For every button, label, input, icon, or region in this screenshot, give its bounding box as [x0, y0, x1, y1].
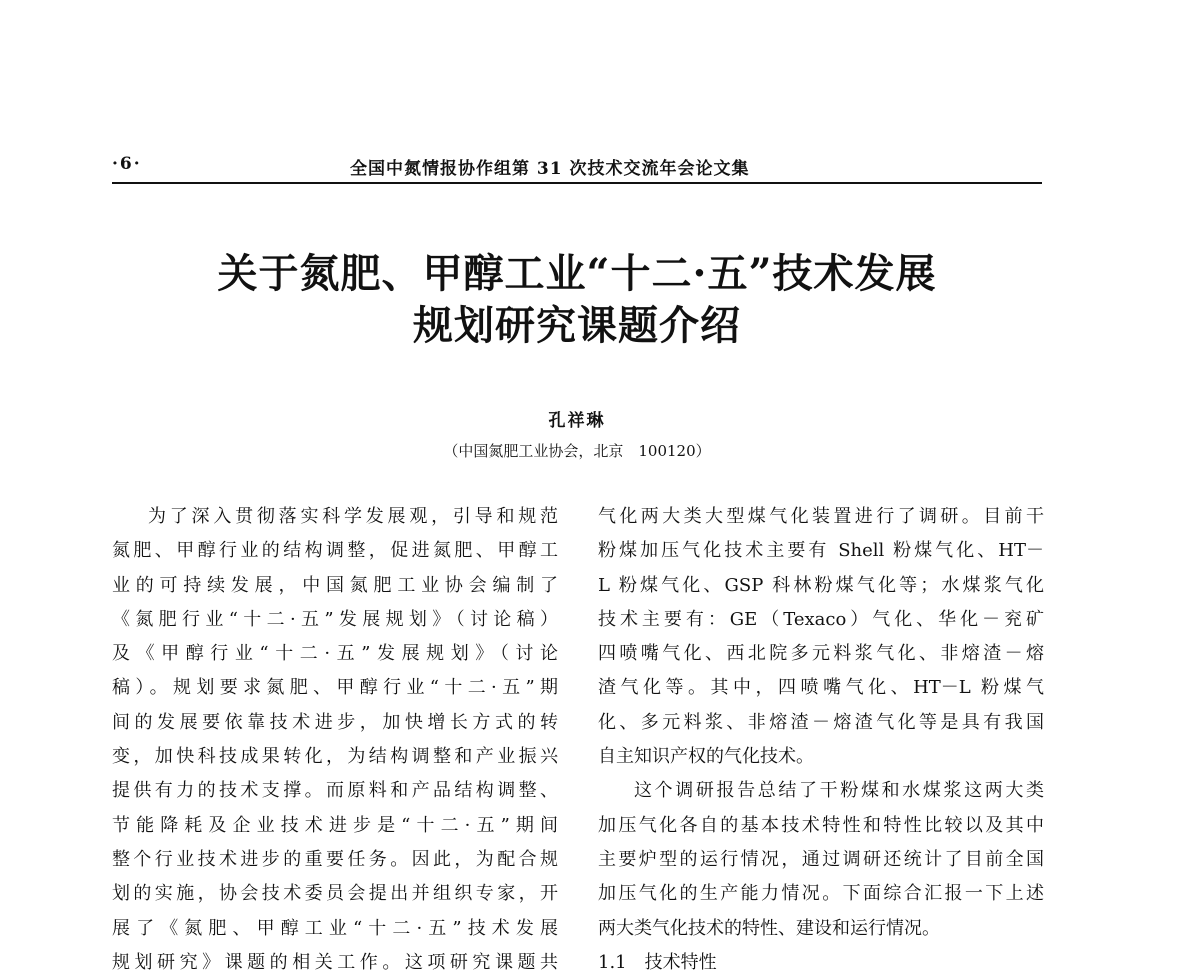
left-line: 节能降耗及企业技术进步是“十二·五”期间 — [112, 814, 558, 836]
left-line: 整个行业技术进步的重要任务。因此，为配合规 — [112, 848, 558, 870]
right-line: 四喷嘴气化、西北院多元料浆气化、非熔渣－熔 — [598, 643, 1044, 665]
right-line: 气化两大类大型煤气化装置进行了调研。目前干 — [598, 506, 1044, 527]
proceedings-title: 全国中氮情报协作组第 31 次技术交流年会论文集 — [350, 159, 750, 179]
left-line: 氮肥、甲醇行业的结构调整，促进氮肥、甲醇工 — [112, 540, 558, 562]
left-line: 划的实施，协会技术委员会提出并组织专家，开 — [112, 883, 558, 905]
title-line-1: 关于氮肥、甲醇工业“十二·五”技术发展 — [217, 250, 937, 297]
right-line: L 粉煤气化、GSP 科林粉煤气化等；水煤浆气化 — [598, 574, 1044, 596]
left-line: 规划研究》课题的相关工作。这项研究课题共 — [112, 951, 558, 973]
right-line: 主要炉型的运行情况，通过调研还统计了目前全国 — [598, 848, 1044, 870]
left-line: 展了《氮肥、甲醇工业“十二·五”技术发展 — [112, 917, 558, 939]
left-column — [112, 500, 558, 980]
right-line: 两大类气化技术的特性、建设和运行情况。 — [598, 917, 940, 939]
right-column — [598, 500, 1044, 980]
right-line: 自主知识产权的气化技术。 — [598, 746, 814, 768]
left-line: 提供有力的技术支撑。而原料和产品结构调整、 — [112, 780, 558, 802]
right-line: 化、多元料浆、非熔渣－熔渣气化等是具有我国 — [598, 711, 1044, 733]
article-title — [112, 248, 1042, 352]
header-rule — [112, 182, 1042, 184]
left-line: 及《甲醇行业“十二·五”发展规划》（讨论 — [112, 643, 558, 665]
right-line: 渣气化等。其中，四喷嘴气化、HT－L 粉煤气 — [598, 677, 1044, 699]
right-line: 粉煤加压气化技术主要有 Shell 粉煤气化、HT－ — [598, 540, 1044, 562]
right-line: 这个调研报告总结了干粉煤和水煤浆这两大类 — [634, 780, 1044, 802]
left-line: 业的可持续发展，中国氮肥工业协会编制了 — [112, 574, 558, 596]
left-line: 为了深入贯彻落实科学发展观，引导和规范 — [148, 506, 558, 527]
left-line: 稿）。规划要求氮肥、甲醇行业“十二·五”期 — [112, 677, 558, 699]
title-line-2: 规划研究课题介绍 — [413, 302, 741, 349]
section-heading: 1.1 技术特性 — [598, 951, 717, 973]
left-line: 《氮肥行业“十二·五”发展规划》（讨论稿） — [112, 608, 558, 630]
left-line: 变，加快科技成果转化，为结构调整和产业振兴 — [112, 746, 558, 768]
author-affiliation: （中国氮肥工业协会，北京 100120） — [443, 442, 711, 460]
running-header — [112, 150, 1042, 182]
right-line: 技术主要有：GE（Texaco）气化、华化－兖矿 — [598, 608, 1044, 630]
right-line: 加压气化各自的基本技术特性和特性比较以及其中 — [598, 814, 1044, 836]
author-name: 孔祥琳 — [548, 411, 606, 431]
left-line: 间的发展要依靠技术进步，加快增长方式的转 — [112, 711, 558, 733]
right-line: 加压气化的生产能力情况。下面综合汇报一下上述 — [598, 883, 1044, 905]
page-number: ·6· — [112, 154, 142, 174]
